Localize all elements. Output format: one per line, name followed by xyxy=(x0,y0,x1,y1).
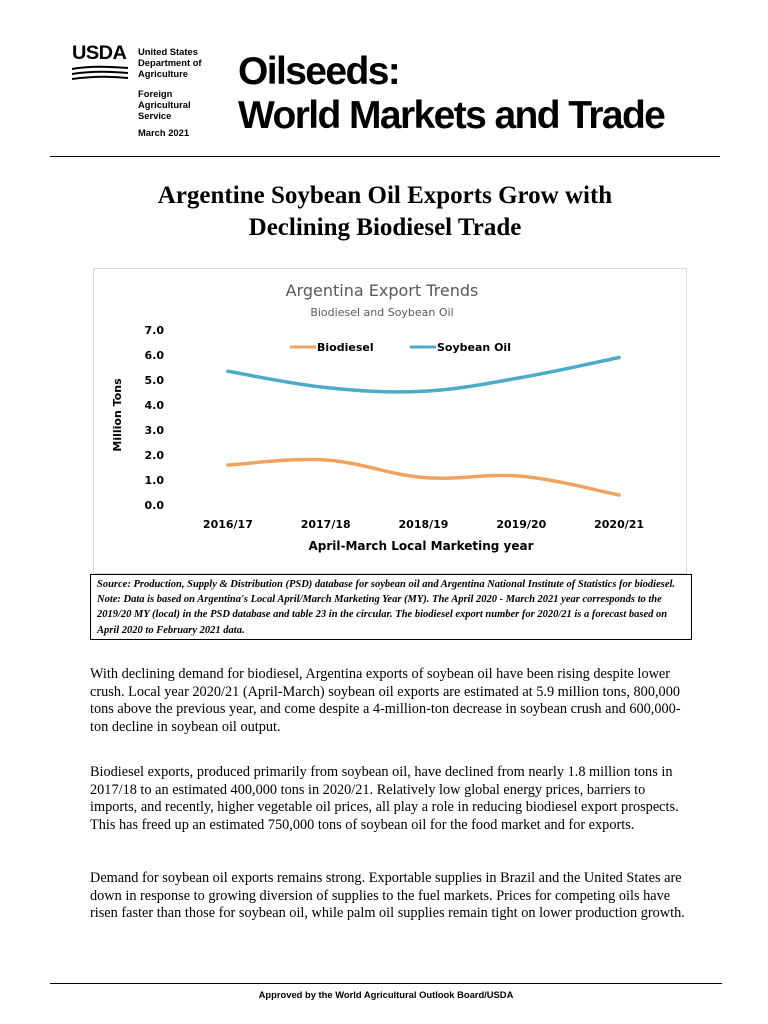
y-tick-label: 4.0 xyxy=(144,399,164,412)
chart-subtitle: Biodiesel and Soybean Oil xyxy=(310,306,454,319)
y-tick-label: 3.0 xyxy=(144,424,164,437)
y-axis-label: Million Tons xyxy=(111,378,124,452)
agency-line: Agriculture xyxy=(138,68,189,79)
data-point xyxy=(226,464,229,467)
data-point xyxy=(618,356,621,359)
article-title-line-1: Argentine Soybean Oil Exports Grow with xyxy=(157,182,613,209)
series-line-soybean-oil xyxy=(228,358,619,392)
y-tick-label: 7.0 xyxy=(144,324,164,337)
footer-approval: Approved by the World Agricultural Outlook Board/USDA xyxy=(258,989,514,1000)
y-tick-label: 0.0 xyxy=(144,499,164,512)
x-tick-label: 2016/17 xyxy=(202,518,253,531)
body-paragraph-2: Biodiesel exports, produced primarily from soybean oil, have declined from nearly 1.8 million tons in 2017/18 to an estimated 400,000 tons in 2020/21. Relatively low global energy prices, barriers to imports, and recently, higher vegetable oil prices, all play a role in reducing biodiesel export prospects. This has freed up an estimated 750,000 tons of soybean oil for the food market and for exports. xyxy=(90,764,679,833)
agency-line: Department of xyxy=(138,57,202,68)
service-line: Agricultural xyxy=(138,99,191,110)
usda-logo xyxy=(72,44,128,86)
x-tick-label: 2019/20 xyxy=(496,518,547,531)
header-divider xyxy=(50,156,720,157)
usda-logo-hills-icon xyxy=(72,64,128,84)
legend-label: Biodiesel xyxy=(317,341,374,354)
article-title xyxy=(50,180,720,244)
data-point xyxy=(422,390,425,393)
report-title xyxy=(238,50,664,138)
x-tick-label: 2018/19 xyxy=(398,518,449,531)
footer-divider xyxy=(50,983,722,984)
report-date: March 2021 xyxy=(138,127,190,138)
data-point xyxy=(618,494,621,497)
chart-title: Argentina Export Trends xyxy=(285,281,479,300)
data-point xyxy=(422,476,425,479)
data-point xyxy=(324,386,327,389)
data-point xyxy=(226,370,229,373)
data-point xyxy=(520,376,523,379)
agency-line: United States xyxy=(138,46,198,57)
body-paragraph-1: With declining demand for biodiesel, Argentina exports of soybean oil have been rising despite lower crush. Local year 2020/21 (April-March) soybean oil exports are estimated at 5.9 million tons, 800,000 tons above the previous year, and come despite a 4-million-ton decrease in soybean crush and 600,000-ton decline in soybean oil output. xyxy=(90,666,681,735)
x-axis-label: April-March Local Marketing year xyxy=(308,539,534,553)
y-tick-label: 2.0 xyxy=(144,449,164,462)
data-point xyxy=(324,459,327,462)
y-tick-label: 5.0 xyxy=(144,374,164,387)
article-title-line-2: Declining Biodiesel Trade xyxy=(248,214,522,241)
service-line: Service xyxy=(138,110,172,121)
legend-label: Soybean Oil xyxy=(437,341,511,354)
data-point xyxy=(520,475,523,478)
x-tick-label: 2020/21 xyxy=(594,518,645,531)
export-trends-chart xyxy=(93,268,687,574)
chart-source-note: Source: Production, Supply & Distribution (PSD) database for soybean oil and Argentina National Institute of Statistics for biodiesel. Note: Data is based on Argentina's Local April/March Marketing Year (MY). The April 2020 - March 2021 year corresponds to the 2019/20 MY (local) in the PSD database and table 23 in the circular. The biodiesel export number for 2020/21 is a forecast based on April 2020 to February 2021 data. xyxy=(90,574,692,640)
report-title-line-1: Oilseeds: xyxy=(238,50,400,93)
y-tick-label: 6.0 xyxy=(144,349,164,362)
chart-svg xyxy=(94,269,686,573)
agency-block xyxy=(138,46,228,138)
y-tick-label: 1.0 xyxy=(144,474,164,487)
report-title-line-2: World Markets and Trade xyxy=(238,94,665,137)
x-tick-label: 2017/18 xyxy=(300,518,351,531)
service-line: Foreign xyxy=(138,88,173,99)
usda-logo-text: USDA xyxy=(72,43,127,64)
body-paragraph-3: Demand for soybean oil exports remains strong. Exportable supplies in Brazil and the United States are down in response to growing diversion of supplies to the fuel markets. Prices for competing oils have risen faster than those for soybean oil, while palm oil supplies remain tight on lower production growth. xyxy=(90,870,685,922)
